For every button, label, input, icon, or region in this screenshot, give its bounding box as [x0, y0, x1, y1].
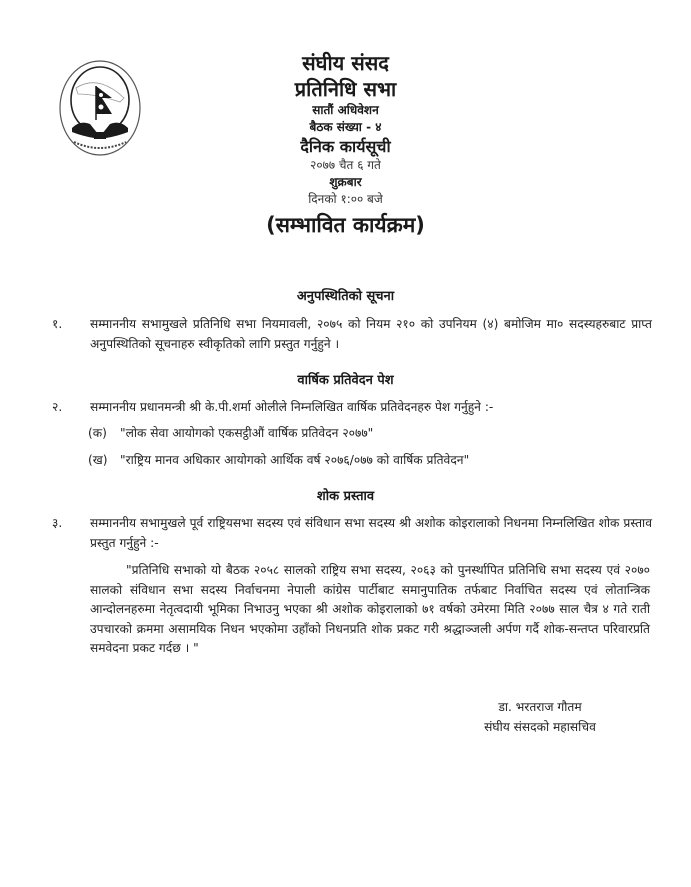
- agenda-item-3: [52, 513, 652, 553]
- section-heading-condolence: शोक प्रस्ताव: [316, 489, 375, 504]
- item-number: ३.: [52, 516, 63, 530]
- time-label: दिनको १:०० बजे: [308, 192, 383, 206]
- sub-item-ka: [88, 423, 648, 443]
- item-text: सम्माननीय सभामुखले प्रतिनिधि सभा नियमावली, २०७५ को नियम २१० को उपनियम (४) बमोजिम मा० सदस्यहरुबाट प्राप्त अनुपस्थितिको सूचनाहरु स्वीकृतिको लागि प्रस्तुत गर्नुहुने ।: [90, 317, 652, 351]
- document-header: [0, 50, 691, 240]
- sub-item-kha: [88, 450, 648, 470]
- item-number: २.: [52, 400, 63, 414]
- document-title: दैनिक कार्यसूची: [300, 137, 391, 156]
- session-label: सातौं अधिवेशन: [312, 103, 379, 117]
- condolence-resolution-text: "प्रतिनिधि सभाको यो बैठक २०५८ सालको राष्ट्रिय सभा सदस्य, २०६३ को पुनर्स्थापित प्रतिनिधि सभा सदस्य एवं २०७० सालको संविधान सभा सदस्य निर्वाचनमा नेपाली कांग्रेस पार्टीबाट समानुपातिक तर्फबाट निर्वाचित सदस्य एवं लोतान्त्रिक आन्दोलनहरुमा नेतृत्वदायी भूमिका निभाउनु भएका श्री अशोक कोइरालाको ७१ वर्षको उमेरमा मिति २०७७ साल चैत्र ४ गते राती उपचारको क्रममा असामयिक निधन भएकोमा उहाँको निधनप्रति शोक प्रकट गरी श्रद्धाञ्जली अर्पण गर्दै शोक-सन्तप्त परिवारप्रति समवेदना प्रकट गर्दछ । ": [90, 563, 650, 655]
- item-text: सम्माननीय प्रधानमन्त्री श्री के.पी.शर्मा ओलीले निम्नलिखित वार्षिक प्रतिवेदनहरु पेश गर्नुहुने :-: [90, 400, 494, 414]
- title-federal-parliament: संघीय संसद: [302, 51, 389, 75]
- section-heading-annual-report: वार्षिक प्रतिवेदन पेश: [297, 373, 394, 388]
- signatory-designation: संघीय संसदको महासचिव: [484, 720, 596, 734]
- sub-item-label: (क): [88, 426, 107, 440]
- item-text: सम्माननीय सभामुखले पूर्व राष्ट्रियसभा सदस्य एवं संविधान सभा सदस्य श्री अशोक कोइरालाको निधनमा निम्नलिखित शोक प्रस्ताव प्रस्तुत गर्नुहुने :-: [90, 516, 652, 550]
- section-heading-absence-notice: अनुपस्थितिको सूचना: [296, 289, 395, 304]
- agenda-item-1: [52, 314, 652, 354]
- sub-item-label: (ख): [88, 453, 108, 467]
- signatory-name: डा. भरतराज गौतम: [498, 700, 582, 714]
- item-number: १.: [52, 317, 63, 331]
- date-label: २०७७ चैत ६ गते: [310, 158, 381, 172]
- sub-item-text: "राष्ट्रिय मानव अधिकार आयोगको आर्थिक वर्ष २०७६/०७७ को वार्षिक प्रतिवेदन": [120, 453, 470, 467]
- signature-block: [440, 697, 640, 737]
- agenda-item-2: [52, 397, 652, 417]
- program-label: (सम्भावित कार्यक्रम): [266, 213, 425, 237]
- title-house-of-representatives: प्रतिनिधि सभा: [294, 77, 397, 101]
- meeting-number: बैठक संख्या - ४: [309, 120, 382, 134]
- sub-item-text: "लोक सेवा आयोगको एकसट्ठीऔं वार्षिक प्रतिवेदन २०७७": [120, 426, 374, 440]
- weekday-label: शुक्रबार: [329, 175, 362, 189]
